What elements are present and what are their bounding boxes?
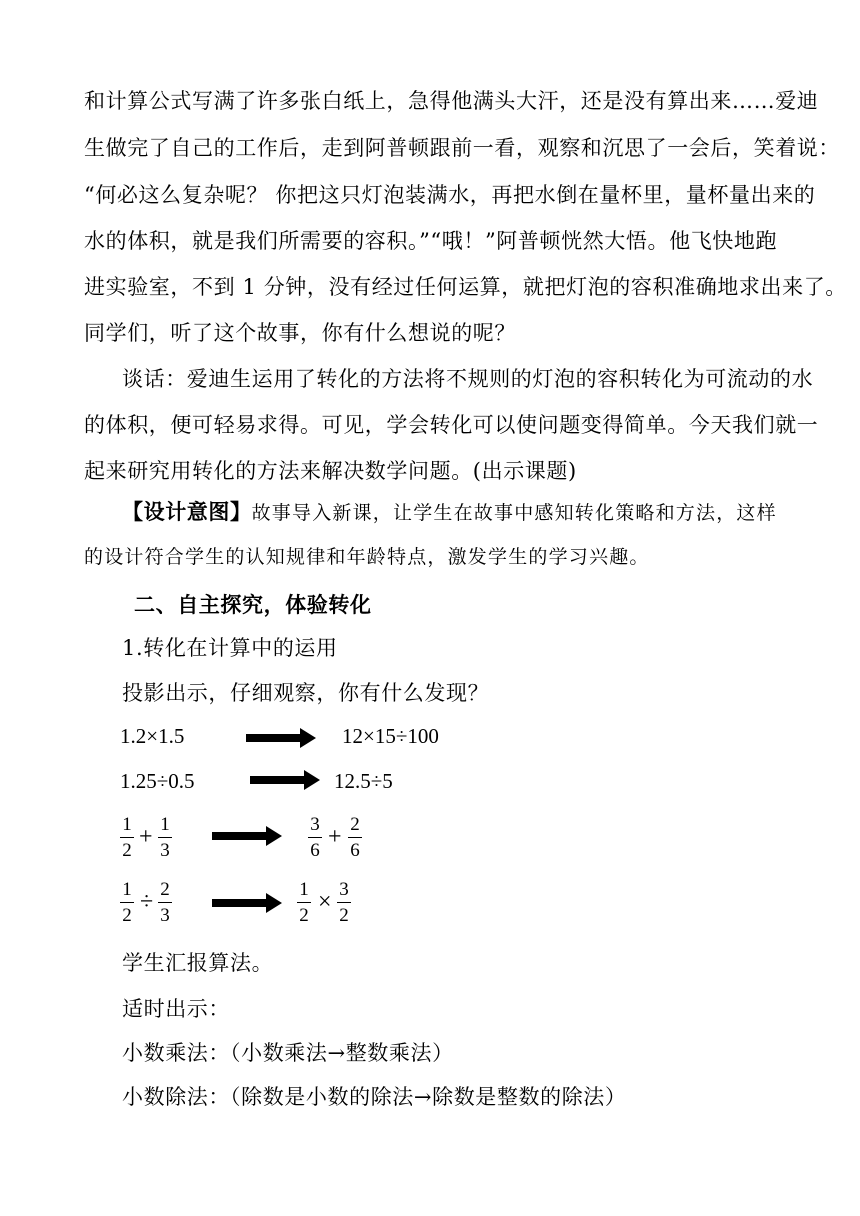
fraction-denominator: 2 <box>122 840 132 862</box>
story-line-4: 水的体积，就是我们所需要的容积。”“哦！”阿普顿恍然大悟。他飞快地跑 <box>84 229 778 253</box>
fraction <box>120 815 134 861</box>
fraction-numerator: 3 <box>339 879 349 900</box>
fraction-numerator: 1 <box>299 879 309 900</box>
student-report-line: 学生汇报算法。 <box>122 951 274 975</box>
section-heading: 二、自主探究，体验转化 <box>134 592 372 617</box>
fraction-denominator: 2 <box>299 905 309 927</box>
right-arrow-icon <box>212 899 268 907</box>
story-line-1: 和计算公式写满了许多张白纸上，急得他满头大汗，还是没有算出来……爱迪 <box>84 89 819 113</box>
design-intent-line-1 <box>122 497 777 528</box>
fraction-numerator: 1 <box>122 879 132 900</box>
decimal-multiplication-line: 小数乘法：（小数乘法→整数乘法） <box>122 1041 454 1065</box>
fraction <box>308 815 322 861</box>
math-row1-left: 1.2×1.5 <box>120 724 185 748</box>
fraction-numerator: 1 <box>160 814 170 835</box>
plus-operator: + <box>139 824 153 850</box>
timely-show-line: 适时出示： <box>122 997 230 1021</box>
fraction <box>297 880 311 926</box>
right-arrow-icon <box>212 832 268 840</box>
story-line-5: 进实验室，不到 1 分钟，没有经过任何运算，就把灯泡的容积准确地求出来了。 <box>84 275 847 299</box>
fraction-numerator: 2 <box>350 814 360 835</box>
story-line-3: “何必这么复杂呢？ 你把这只灯泡装满水，再把水倒在量杯里，量杯量出来的 <box>84 183 816 207</box>
design-intent-text: 故事导入新课，让学生在故事中感知转化策略和方法，这样 <box>251 502 777 524</box>
fraction-numerator: 1 <box>122 814 132 835</box>
fraction-numerator: 3 <box>310 814 320 835</box>
fraction-denominator: 3 <box>160 905 170 927</box>
decimal-division-line: 小数除法：（除数是小数的除法→除数是整数的除法） <box>122 1085 627 1109</box>
design-intent-label: 【设计意图】 <box>122 499 252 524</box>
section-subheading: 1.转化在计算中的运用 <box>122 636 338 660</box>
fraction <box>120 880 134 926</box>
fraction-denominator: 3 <box>160 840 170 862</box>
talk-line-3: 起来研究用转化的方法来解决数学问题。(出示课题) <box>84 459 577 483</box>
right-arrow-icon <box>250 776 306 784</box>
multiply-operator: × <box>318 889 332 915</box>
fraction <box>337 880 351 926</box>
plus-operator: + <box>328 824 342 850</box>
fraction <box>348 815 362 861</box>
math-row1-right: 12×15÷100 <box>342 724 439 748</box>
right-arrow-icon <box>246 734 302 742</box>
fraction-denominator: 6 <box>350 840 360 862</box>
fraction <box>158 880 172 926</box>
fraction-denominator: 2 <box>339 905 349 927</box>
story-line-2: 生做完了自己的工作后，走到阿普顿跟前一看，观察和沉思了一会后，笑着说： <box>84 136 840 160</box>
divide-operator: ÷ <box>140 889 154 915</box>
fraction-numerator: 2 <box>160 879 170 900</box>
story-line-6: 同学们，听了这个故事，你有什么想说的呢？ <box>84 321 516 345</box>
design-intent-line-2: 的设计符合学生的认知规律和年龄特点，激发学生的学习兴趣。 <box>84 546 650 568</box>
math-row2-right: 12.5÷5 <box>334 769 393 793</box>
talk-line-1: 谈话：爱迪生运用了转化的方法将不规则的灯泡的容积转化为可流动的水 <box>122 367 814 391</box>
section-prompt: 投影出示，仔细观察，你有什么发现？ <box>122 681 490 705</box>
fraction-denominator: 2 <box>122 905 132 927</box>
math-row2-left: 1.25÷0.5 <box>120 769 195 793</box>
talk-line-2: 的体积，便可轻易求得。可见，学会转化可以使问题变得简单。今天我们就一 <box>84 413 819 437</box>
fraction <box>158 815 172 861</box>
fraction-denominator: 6 <box>310 840 320 862</box>
